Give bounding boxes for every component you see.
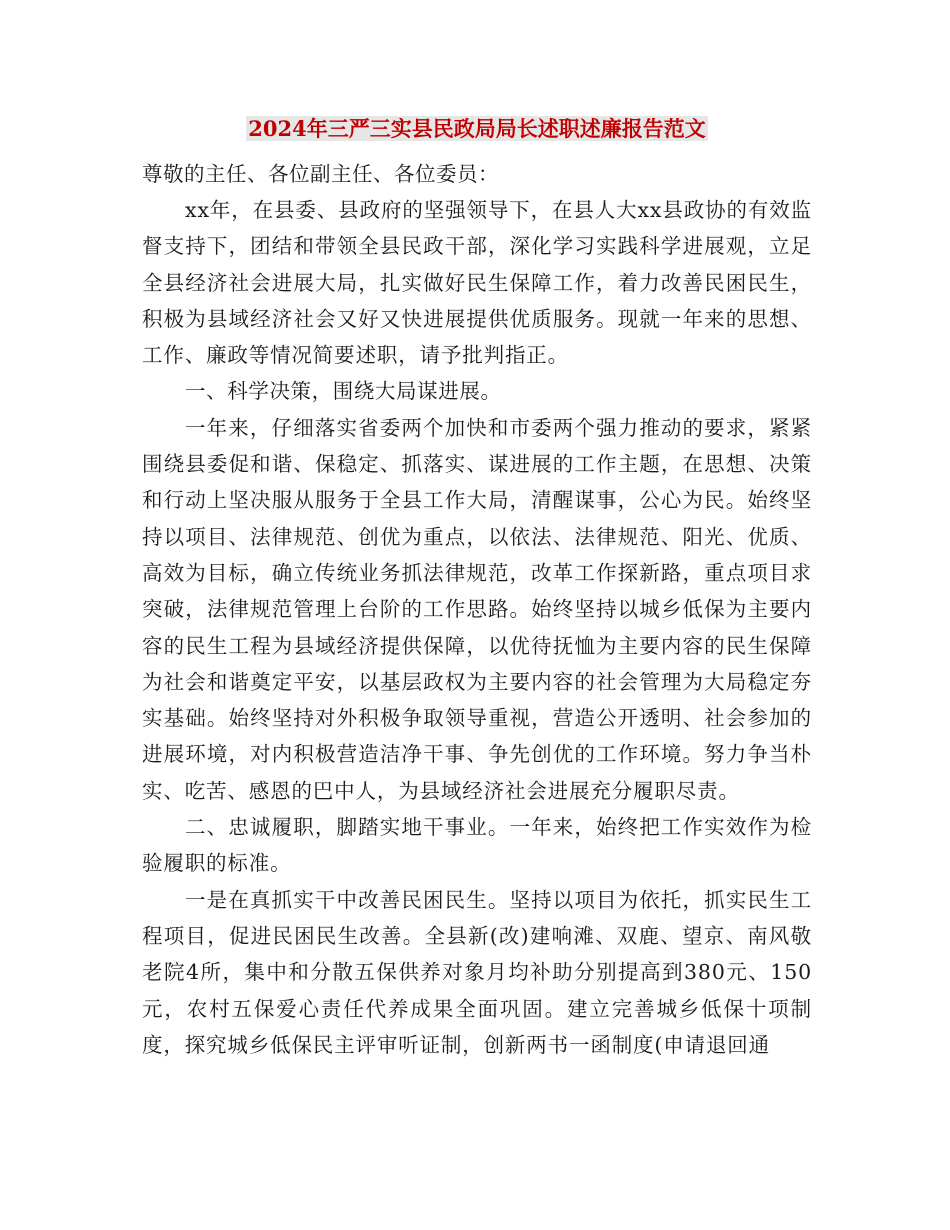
document-title xyxy=(142,112,812,148)
paragraph-section-1: 一年来，仔细落实省委两个加快和市委两个强力推动的要求，紧紧围绕县委促和谐、保稳定、抓落实、谋进展的工作主题，在思想、决策和行动上坚决服从服务于全县工作大局，清醒谋事，公心为民。始终坚持以项目、法律规范、创优为重点，以依法、法律规范、阳光、优质、高效为目标，确立传统业务抓法律规范，改革工作探新路，重点项目求突破，法律规范管理上台阶的工作思路。始终坚持以城乡低保为主要内容的民生工程为县域经济提供保障，以优待抚恤为主要内容的民生保障为社会和谐奠定平安，以基层政权为主要内容的社会管理为大局稳定夯实基础。始终坚持对外积极争取领导重视，营造公开透明、社会参加的进展环境，对内积极营造洁净干事、争先创优的工作环境。努力争当朴实、吃苦、感恩的巴中人，为县域经济社会进展充分履职尽责。 xyxy=(142,415,812,803)
paragraph-intro: xx年，在县委、县政府的坚强领导下，在县人大xx县政协的有效监督支持下，团结和带领全县民政干部，深化学习实践科学进展观，立足全县经济社会进展大局，扎实做好民生保障工作，着力改善民困民生，积极为县域经济社会又好又快进展提供优质服务。现就一年来的思想、工作、廉政等情况简要述职，请予批判指正。 xyxy=(142,198,812,368)
salutation: 尊敬的主任、各位副主任、各位委员： xyxy=(142,162,499,186)
document-title-text: 2024年三严三实县民政局局长述职述廉报告范文 xyxy=(248,116,706,141)
document-page xyxy=(142,112,812,1063)
section-heading-2: 二、忠诚履职，脚踏实地干事业。一年来，始终把工作实效作为检验履职的标准。 xyxy=(142,815,812,876)
paragraph-section-2-item-1: 一是在真抓实干中改善民困民生。坚持以项目为依托，抓实民生工程项目，促进民困民生改善。全县新(改)建响滩、双鹿、望京、南风敬老院4所，集中和分散五保供养对象月均补助分别提高到380元、150元，农村五保爱心责任代养成果全面巩固。建立完善城乡低保十项制度，探究城乡低保民主评审听证制，创新两书一函制度(申请退回通 xyxy=(142,887,812,1057)
section-heading-1: 一、科学决策，围绕大局谋进展。 xyxy=(185,379,502,404)
